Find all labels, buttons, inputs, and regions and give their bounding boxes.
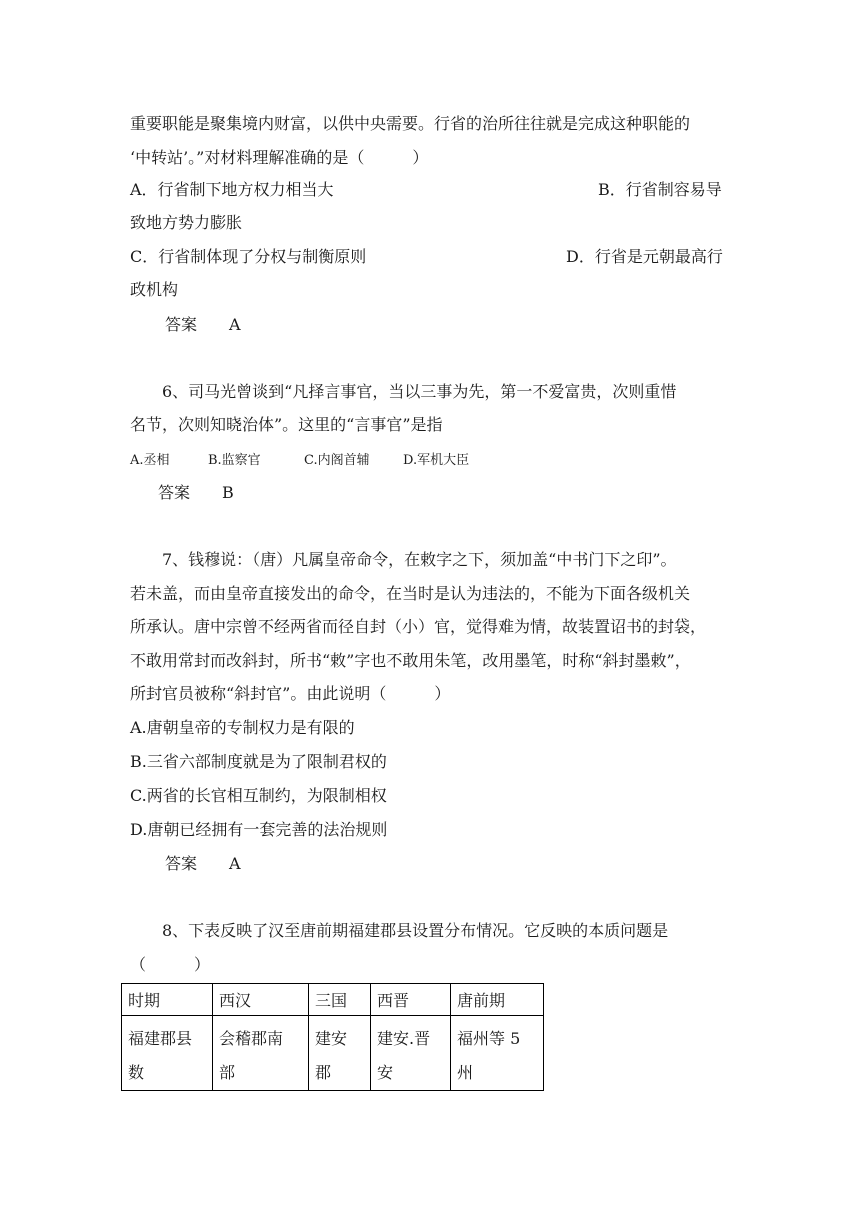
table-cell [213, 1016, 309, 1091]
cell-line: 部 [219, 1063, 236, 1082]
cell-line: 数 [128, 1063, 145, 1082]
cell-line: 建安 [315, 1029, 348, 1048]
q7-option-b: B.三省六部制度就是为了限制君权的 [130, 752, 387, 771]
cell-line: 会稽郡南 [219, 1029, 284, 1048]
cell-line: 州 [457, 1063, 474, 1082]
table-header-cell: 三国 [309, 984, 371, 1016]
table-cell [451, 1016, 544, 1091]
table-cell [371, 1016, 451, 1091]
q7-option-c: C.两省的长官相互制约，为限制相权 [130, 786, 387, 805]
q7-answer: 答案 A [165, 854, 241, 873]
table-cell [309, 1016, 371, 1091]
q6-option-c: C.内阁首辅 [304, 453, 370, 468]
q5-option-c: C．行省制体现了分权与制衡原则 [130, 247, 367, 266]
q5-option-d-end: 政机构 [130, 280, 179, 299]
q7-line2: 若未盖，而由皇帝直接发出的命令，在当时是认为违法的，不能为下面各级机关 [130, 584, 691, 603]
q5-line1: 重要职能是聚集境内财富，以供中央需要。行省的治所往往就是完成这种职能的 [130, 114, 691, 133]
q8-line1: 8、下表反映了汉至唐前期福建郡县设置分布情况。它反映的本质问题是 [162, 921, 669, 940]
q5-line2: ‘中转站’。”对材料理解准确的是（ ） [130, 148, 429, 167]
q7-line5: 所封官员被称“斜封官”。由此说明（ ） [130, 684, 451, 703]
q8-line2: （ ） [130, 955, 211, 974]
cell-line: 建安.晋 [377, 1029, 431, 1048]
q5-option-b-end: 致地方势力膨胀 [130, 213, 243, 232]
q5-option-b-start: B．行省制容易导 [598, 180, 722, 199]
q7-line1: 7、钱穆说：（唐）凡属皇帝命令，在敕字之下，须加盖“中书门下之印”。 [162, 550, 677, 569]
q5-answer: 答案 A [165, 315, 241, 334]
table-header-cell: 时期 [122, 984, 213, 1016]
q5-option-d-start: D．行省是元朝最高行 [566, 247, 723, 266]
cell-line: 郡 [315, 1063, 332, 1082]
q6-option-a: A.丞相 [130, 453, 170, 468]
q6-answer: 答案 B [158, 483, 234, 502]
cell-line: 福州等 5 [457, 1029, 521, 1048]
cell-line: 福建郡县 [128, 1029, 193, 1048]
q7-option-d: D.唐朝已经拥有一套完善的法治规则 [130, 820, 388, 839]
q6-options [130, 451, 469, 471]
table-header-cell: 西晋 [371, 984, 451, 1016]
q7-option-a: A.唐朝皇帝的专制权力是有限的 [130, 718, 355, 737]
table-header-cell: 西汉 [213, 984, 309, 1016]
q7-line3: 所承认。唐中宗曾不经两省而径自封（小）官，觉得难为情，故装置诏书的封袋， [130, 617, 707, 636]
table-header-row [122, 984, 544, 1016]
cell-line: 安 [377, 1063, 394, 1082]
q8-table [121, 983, 544, 1091]
q6-option-d: D.军机大臣 [403, 453, 470, 468]
q6-line1: 6、司马光曾谈到“凡择言事官，当以三事为先，第一不爱富贵，次则重惜 [162, 382, 677, 401]
q7-line4: 不敢用常封而改斜封，所书“敕”字也不敢用朱笔，改用墨笔，时称“斜封墨敕”， [130, 651, 691, 670]
q5-option-a: A．行省制下地方权力相当大 [130, 180, 334, 199]
q6-option-b: B.监察官 [208, 453, 261, 468]
table-header-cell: 唐前期 [451, 984, 544, 1016]
q6-line2: 名节，次则知晓治体”。这里的“言事官”是指 [130, 415, 443, 434]
table-row [122, 1016, 544, 1091]
table-cell [122, 1016, 213, 1091]
